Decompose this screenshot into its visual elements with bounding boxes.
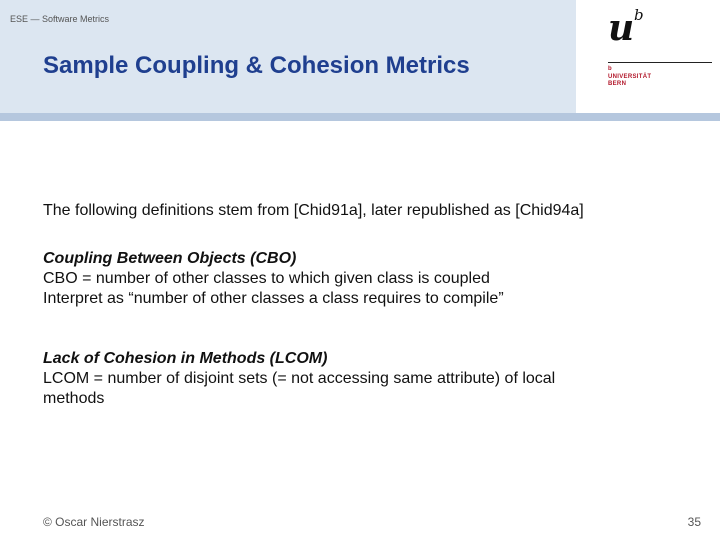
footer-author: © Oscar Nierstrasz — [43, 515, 145, 529]
cbo-section — [43, 249, 683, 309]
cbo-interpretation: Interpret as “number of other classes a class requires to compile” — [43, 290, 504, 307]
lcom-definition-line-2: methods — [43, 390, 105, 407]
university-name-line-2: UNIVERSITÄT — [608, 73, 652, 80]
university-name-line-3: BERN — [608, 81, 627, 87]
logo-panel — [576, 0, 720, 113]
logo-divider — [608, 62, 712, 63]
intro-text: The following definitions stem from [Chid91a], later republished as [Chid94a] — [43, 202, 584, 219]
university-name-line-1: b — [608, 66, 612, 72]
course-label: ESE — Software Metrics — [10, 14, 110, 24]
cbo-definition: CBO = number of other classes to which given class is coupled — [43, 270, 490, 287]
lcom-section — [43, 349, 683, 409]
slide-title: Sample Coupling & Cohesion Metrics — [43, 52, 470, 79]
university-name — [608, 66, 651, 89]
lcom-term: Lack of Cohesion in Methods (LCOM) — [43, 350, 328, 367]
page-number: 35 — [687, 515, 701, 529]
university-logo-b: b — [634, 6, 644, 24]
header-rule — [0, 113, 720, 121]
university-logo-u: u — [608, 7, 635, 49]
lcom-definition-line-1: LCOM = number of disjoint sets (= not accessing same attribute) of local — [43, 370, 556, 387]
cbo-term: Coupling Between Objects (CBO) — [43, 250, 297, 267]
